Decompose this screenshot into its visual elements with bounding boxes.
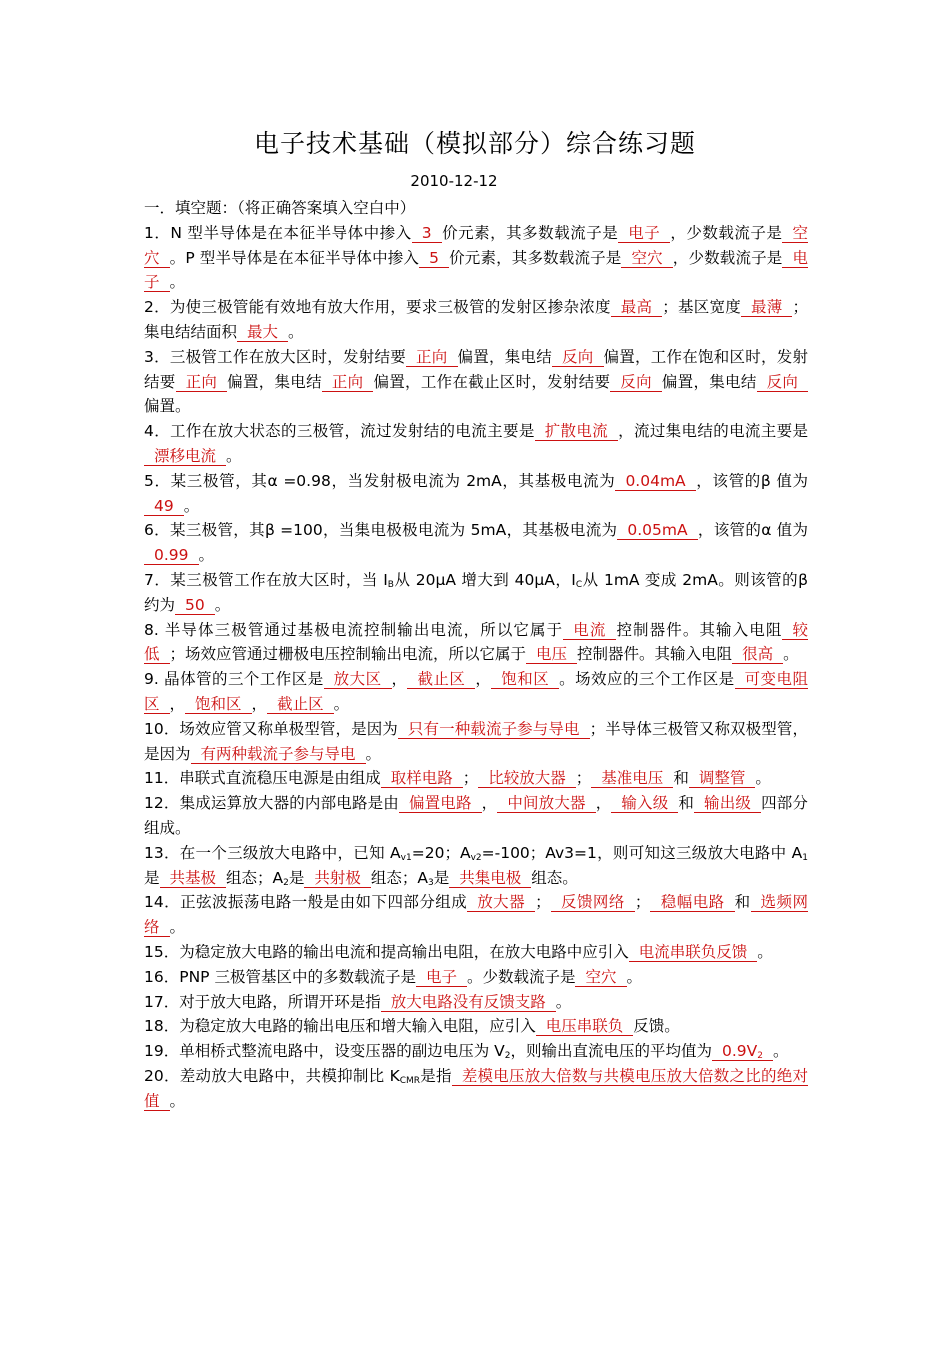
answer: 可变电阻区 xyxy=(144,670,808,713)
subscript: v2 xyxy=(470,852,482,863)
question-text: 是指 xyxy=(420,1066,452,1085)
question-text: 。 xyxy=(333,694,350,713)
answer: 正向 xyxy=(406,348,458,367)
answer: 共集电极 xyxy=(449,869,531,888)
question-text: ； xyxy=(575,769,592,788)
answer: 5 xyxy=(419,249,449,268)
question-text: 组态；A xyxy=(370,868,429,887)
question-text: 偏置，集电结 xyxy=(661,372,757,391)
subscript: 2 xyxy=(757,1051,764,1062)
question-text: 。 xyxy=(226,446,242,465)
question-text: 。场效应的三个工作区是 xyxy=(559,670,735,689)
question-text: 是 xyxy=(433,868,450,887)
answer: 反向 xyxy=(757,373,808,392)
question-5 xyxy=(144,469,808,519)
question-text: ， xyxy=(481,794,498,813)
question-text: 。P 型半导体是在本征半导体中掺入 xyxy=(169,248,420,267)
question-text: 1．N 型半导体是在本征半导体中掺入 xyxy=(144,223,412,242)
page-title: 电子技术基础（模拟部分）综合练习题 xyxy=(253,129,696,158)
answer-text: 0.9V xyxy=(722,1042,758,1061)
question-text: 20．差动放大电路中，共模抑制比 K xyxy=(144,1066,400,1085)
question-2 xyxy=(144,295,808,345)
answer: 差模电压放大倍数与共模电压放大倍数之比的绝对值 xyxy=(144,1066,808,1110)
question-text: 17．对于放大电路，所谓开环是指 xyxy=(144,992,381,1011)
answer: 空穴 xyxy=(144,223,808,267)
question-14 xyxy=(144,890,808,940)
answer: 电压 xyxy=(526,645,577,664)
answer: 电子 xyxy=(144,248,808,292)
question-text: 和 xyxy=(673,769,689,788)
subscript: 2 xyxy=(283,877,289,888)
date: 2010-12-12 xyxy=(410,172,498,190)
answer: 50 xyxy=(175,596,215,615)
question-text: ， xyxy=(475,670,492,689)
answer: 电子 xyxy=(618,224,670,243)
question-text: 偏置，集电结 xyxy=(227,372,322,391)
section-heading: 一．填空题：（将正确答案填入空白中） xyxy=(144,199,416,217)
question-4 xyxy=(144,419,808,469)
answer: 扩散电流 xyxy=(535,422,618,441)
question-text: ； xyxy=(462,769,479,788)
question-text: 。 xyxy=(773,1042,789,1061)
answer: 空穴 xyxy=(575,968,626,987)
question-text: ； xyxy=(634,893,651,912)
question-text: ；集电结结面积 xyxy=(144,298,808,341)
subscript: B xyxy=(387,579,394,590)
answer: 很高 xyxy=(732,645,783,664)
answer xyxy=(712,1042,773,1061)
answer: 截止区 xyxy=(267,695,334,714)
answer: 0.05mA xyxy=(617,521,697,540)
question-text: ， xyxy=(595,794,612,813)
question-text: ，该管的α 值为 xyxy=(697,521,808,540)
question-text: 组态。 xyxy=(531,868,578,887)
question-text: ， xyxy=(391,670,408,689)
question-text: 。 xyxy=(365,744,382,763)
answer: 空穴 xyxy=(621,249,672,268)
answer: 取样电路 xyxy=(381,769,463,788)
question-list xyxy=(144,196,808,1113)
answer: 稳幅电路 xyxy=(650,893,734,912)
question-text: 2．为使三极管能有效地有放大作用，要求三极管的发射区掺杂浓度 xyxy=(144,298,611,317)
answer: 调整管 xyxy=(689,769,756,788)
answer: 0.99 xyxy=(144,546,199,565)
question-text: 偏置，集电结 xyxy=(457,347,553,366)
question-text: 。少数载流子是 xyxy=(466,967,576,986)
subscript: 1 xyxy=(802,852,808,863)
question-text: 是 xyxy=(288,868,305,887)
question-text: ，少数载流子是 xyxy=(672,248,783,267)
question-text: 和 xyxy=(734,893,751,912)
question-text: 。 xyxy=(169,1091,186,1110)
question-text: ；场效应管通过栅极电压控制输出电流，所以它属于 xyxy=(169,645,527,664)
question-15 xyxy=(144,940,808,965)
question-text: 。 xyxy=(169,273,186,292)
question-6 xyxy=(144,518,808,568)
question-text: ， xyxy=(169,694,186,713)
question-12 xyxy=(144,791,808,841)
subscript: v1 xyxy=(400,852,412,863)
question-text: 偏置。 xyxy=(144,397,191,416)
question-text: 。 xyxy=(169,918,186,937)
question-text: 。 xyxy=(288,322,304,341)
answer: 电子 xyxy=(416,968,467,987)
question-text: 9. 晶体管的三个工作区是 xyxy=(144,670,324,689)
answer: 最薄 xyxy=(741,298,793,317)
answer: 共射极 xyxy=(304,869,371,888)
question-text: 4．工作在放大状态的三极管，流过发射结的电流主要是 xyxy=(144,422,535,441)
question-text: 11．串联式直流稳压电源是由组成 xyxy=(144,769,381,788)
question-17 xyxy=(144,990,808,1015)
answer: 输入级 xyxy=(611,794,678,813)
answer: 反馈网络 xyxy=(551,893,635,912)
answer: 输出级 xyxy=(694,794,761,813)
question-text: 偏置，工作在截止区时，发射结要 xyxy=(373,372,611,391)
answer: 电流 xyxy=(563,621,616,640)
question-text: ； xyxy=(535,893,551,912)
question-text: 控制器件。其输入电阻 xyxy=(577,645,733,664)
question-text: 价元素，其多数载流子是 xyxy=(441,223,619,242)
question-text: 12．集成运算放大器的内部电路是由 xyxy=(144,794,399,813)
question-text: 18．为稳定放大电路的输出电压和增大输入电阻，应引入 xyxy=(144,1017,536,1036)
question-text: =-100；Av3=1，则可知这三级放大电路中 A xyxy=(481,843,803,862)
question-13 xyxy=(144,841,808,891)
question-text: ，流过集电结的电流主要是 xyxy=(618,422,808,441)
question-text: 10．场效应管又称单极型管，是因为 xyxy=(144,719,398,738)
answer: 比较放大器 xyxy=(478,769,576,788)
question-text: 。 xyxy=(755,769,771,788)
answer: 反向 xyxy=(552,348,604,367)
question-18 xyxy=(144,1014,808,1039)
question-text: 19．单相桥式整流电路中，设变压器的副边电压为 V xyxy=(144,1042,505,1061)
question-text: 从 20μA 增大到 40μA，I xyxy=(393,570,576,589)
question-text: 偏置，工作在饱和区时，发射结要 xyxy=(144,347,808,391)
question-text: 15．为稳定放大电路的输出电流和提高输出电阻，在放大电路中应引入 xyxy=(144,942,629,961)
question-11 xyxy=(144,766,808,791)
answer: 选频网络 xyxy=(144,893,808,937)
question-text: 。 xyxy=(183,496,200,515)
question-text: ，则输出直流电压的平均值为 xyxy=(510,1042,713,1061)
question-text: 四部分组成。 xyxy=(144,794,808,837)
answer: 正向 xyxy=(176,373,228,392)
question-8 xyxy=(144,618,808,668)
answer: 最大 xyxy=(237,323,288,342)
subscript: 3 xyxy=(428,877,434,888)
question-text: 反馈。 xyxy=(633,1017,680,1036)
answer: 漂移电流 xyxy=(144,447,226,466)
answer: 有两种载流子参与导电 xyxy=(191,745,366,764)
question-10 xyxy=(144,717,808,767)
answer: 放大区 xyxy=(324,670,392,689)
answer: 0.04mA xyxy=(615,472,695,491)
question-1 xyxy=(144,221,808,295)
question-3 xyxy=(144,345,808,419)
subscript: CMR xyxy=(399,1075,421,1086)
question-text: 组态；A xyxy=(226,868,284,887)
question-text: ；基区宽度 xyxy=(662,298,741,317)
question-text: 。 xyxy=(198,546,215,565)
answer: 共基极 xyxy=(160,869,227,888)
question-text: ；半导体三极管又称双极型管，是因为 xyxy=(144,719,808,763)
question-9 xyxy=(144,667,808,717)
question-text: 是 xyxy=(144,868,160,887)
answer: 截止区 xyxy=(407,670,475,689)
subscript: 2 xyxy=(504,1051,511,1062)
question-text: 5．某三极管，其α =0.98，当发射极电流为 2mA，其基极电流为 xyxy=(144,471,616,490)
answer: 3 xyxy=(412,224,442,243)
answer: 放大电路没有反馈支路 xyxy=(381,993,556,1012)
answer: 偏置电路 xyxy=(399,794,482,813)
question-7 xyxy=(144,568,808,618)
question-text: 6．某三极管，其β =100，当集电极极电流为 5mA，其基极电流为 xyxy=(144,521,618,540)
answer: 正向 xyxy=(322,373,374,392)
question-text: 。 xyxy=(757,942,773,961)
answer: 电流串联负反馈 xyxy=(629,943,758,962)
question-20 xyxy=(144,1064,808,1114)
question-text: ， xyxy=(251,694,268,713)
question-text: =20；A xyxy=(411,843,471,862)
answer: 放大器 xyxy=(467,893,535,912)
answer: 中间放大器 xyxy=(497,794,595,813)
question-text: 。 xyxy=(214,595,231,614)
question-text: 14．正弦波振荡电路一般是由如下四部分组成 xyxy=(144,893,468,912)
answer: 只有一种载流子参与导电 xyxy=(398,720,590,739)
answer: 饱和区 xyxy=(185,695,252,714)
question-text: 。 xyxy=(783,645,799,664)
question-text: 。 xyxy=(626,967,643,986)
question-text: 16．PNP 三极管基区中的多数载流子是 xyxy=(144,967,416,986)
question-text: 7．某三极管工作在放大区时，当 I xyxy=(144,570,388,589)
question-text: 从 1mA 变成 2mA。则该管的β 约为 xyxy=(144,570,808,614)
answer: 电压串联负 xyxy=(536,1017,634,1036)
question-text: 。 xyxy=(555,992,572,1011)
question-text: 3．三极管工作在放大区时，发射结要 xyxy=(144,347,407,366)
question-text: ，少数载流子是 xyxy=(670,223,783,242)
question-text: 和 xyxy=(678,794,695,813)
answer: 最高 xyxy=(611,298,663,317)
answer: 反向 xyxy=(610,373,662,392)
question-text: ，该管的β 值为 xyxy=(695,471,808,490)
question-19 xyxy=(144,1039,808,1064)
subscript: C xyxy=(575,579,583,590)
question-text: 13．在一个三级放大电路中，已知 A xyxy=(144,843,401,862)
answer: 较低 xyxy=(144,620,808,664)
question-16 xyxy=(144,965,808,990)
question-text: 价元素，其多数载流子是 xyxy=(448,248,622,267)
question-text: 8. 半导体三极管通过基极电流控制输出电流，所以它属于 xyxy=(144,620,564,639)
answer: 基准电压 xyxy=(591,769,673,788)
question-text: 控制器件。其输入电阻 xyxy=(616,620,783,639)
answer: 49 xyxy=(144,497,184,516)
answer: 饱和区 xyxy=(491,670,559,689)
